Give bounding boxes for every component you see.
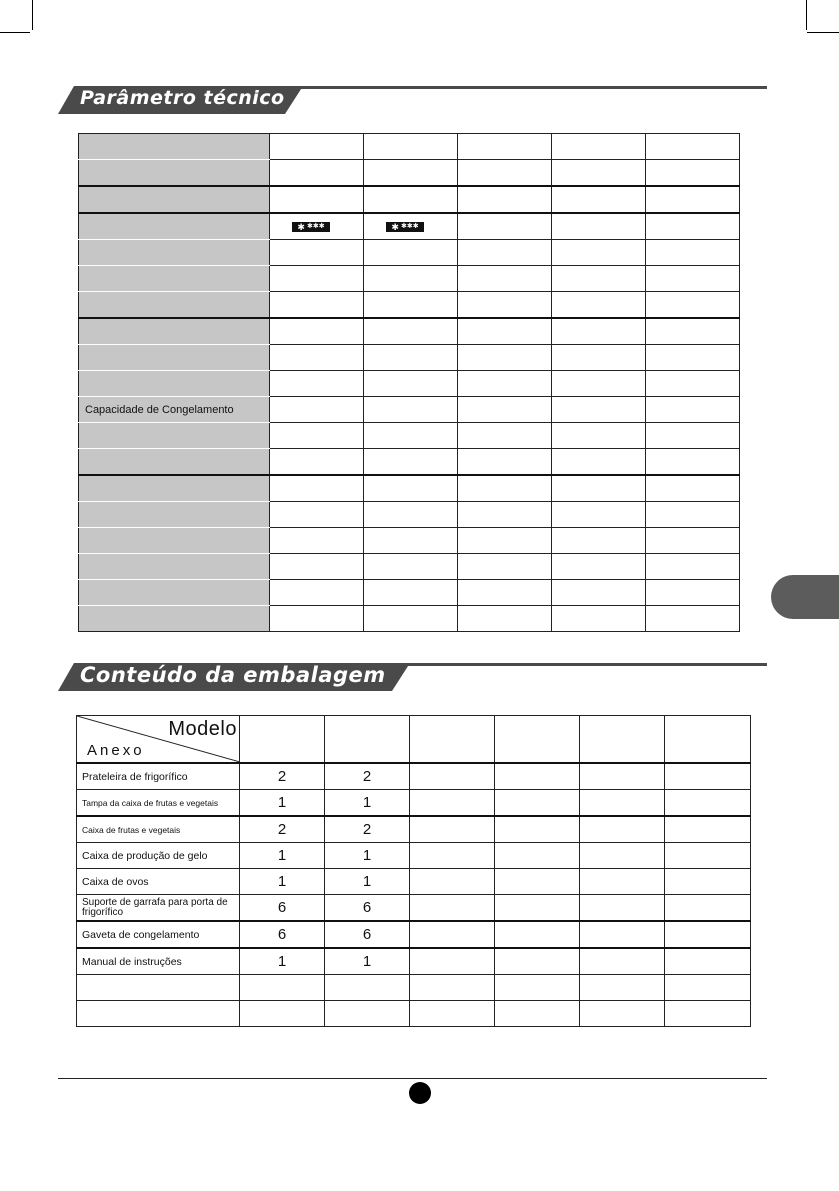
param-value	[364, 213, 458, 240]
param-value	[270, 475, 364, 502]
model-column-header	[495, 716, 580, 764]
contents-quantity	[410, 975, 495, 1001]
param-value	[646, 292, 740, 319]
contents-row	[77, 816, 751, 843]
param-value	[552, 213, 646, 240]
param-label: Capacidade de Congelamento	[79, 397, 270, 423]
param-value	[458, 528, 552, 554]
contents-quantity	[325, 975, 410, 1001]
param-value	[270, 528, 364, 554]
contents-quantity	[665, 1001, 751, 1027]
param-value	[646, 528, 740, 554]
model-column-header	[240, 716, 325, 764]
param-value	[552, 606, 646, 632]
param-value	[646, 423, 740, 449]
param-label	[79, 134, 270, 160]
param-label	[79, 345, 270, 371]
contents-quantity	[495, 763, 580, 790]
freezer-star-rating-icon: ✱ ✱✱✱	[292, 222, 330, 232]
contents-item-label: Suporte de garrafa para porta de frigorífico	[77, 895, 240, 922]
contents-quantity	[665, 790, 751, 817]
param-label	[79, 580, 270, 606]
contents-item-label: Prateleira de frigorífico	[77, 763, 240, 790]
contents-quantity	[410, 816, 495, 843]
section-title: Conteúdo da embalagem	[80, 663, 386, 687]
param-value	[364, 292, 458, 319]
param-value	[458, 134, 552, 160]
param-value	[364, 528, 458, 554]
param-value	[646, 213, 740, 240]
param-value	[458, 554, 552, 580]
param-value	[270, 134, 364, 160]
param-value	[646, 318, 740, 345]
param-value	[458, 160, 552, 187]
param-row	[79, 240, 740, 266]
param-row	[79, 528, 740, 554]
contents-quantity: 1	[240, 948, 325, 975]
param-row	[79, 580, 740, 606]
param-value	[646, 397, 740, 423]
contents-row	[77, 790, 751, 817]
param-value	[646, 606, 740, 632]
contents-quantity	[495, 948, 580, 975]
param-value	[364, 371, 458, 397]
contents-quantity: 6	[325, 921, 410, 948]
param-value	[552, 449, 646, 476]
footer-rule	[58, 1078, 767, 1079]
contents-quantity: 1	[325, 843, 410, 869]
param-value	[364, 266, 458, 292]
param-value	[552, 502, 646, 528]
param-value	[364, 134, 458, 160]
param-row	[79, 371, 740, 397]
param-value	[646, 186, 740, 213]
contents-quantity: 1	[240, 843, 325, 869]
contents-quantity	[580, 921, 665, 948]
param-value	[364, 397, 458, 423]
param-value	[458, 397, 552, 423]
contents-quantity	[410, 1001, 495, 1027]
chapter-side-tab	[771, 575, 839, 619]
contents-quantity	[495, 975, 580, 1001]
param-row	[79, 318, 740, 345]
param-label	[79, 292, 270, 319]
param-value	[458, 213, 552, 240]
model-header-label: Modelo	[168, 718, 237, 740]
param-value	[646, 475, 740, 502]
contents-quantity: 2	[325, 763, 410, 790]
param-label	[79, 449, 270, 476]
param-value	[552, 240, 646, 266]
contents-quantity	[580, 1001, 665, 1027]
param-value	[364, 186, 458, 213]
param-value	[552, 318, 646, 345]
contents-quantity	[495, 921, 580, 948]
contents-quantity	[495, 816, 580, 843]
contents-row	[77, 895, 751, 922]
param-value	[552, 475, 646, 502]
param-row	[79, 292, 740, 319]
param-value	[364, 502, 458, 528]
param-value	[458, 266, 552, 292]
annex-header-label: Anexo	[87, 742, 145, 759]
section-header-technical	[58, 86, 767, 114]
param-value	[458, 292, 552, 319]
contents-header-row	[77, 716, 751, 764]
contents-quantity: 1	[325, 869, 410, 895]
param-value	[646, 371, 740, 397]
param-value	[646, 160, 740, 187]
param-row	[79, 397, 740, 423]
contents-quantity	[580, 948, 665, 975]
model-annex-header-cell	[77, 716, 240, 764]
contents-quantity: 6	[325, 895, 410, 922]
contents-quantity: 6	[240, 895, 325, 922]
param-value	[552, 528, 646, 554]
contents-quantity	[580, 869, 665, 895]
param-value	[552, 371, 646, 397]
param-value	[364, 345, 458, 371]
param-label	[79, 423, 270, 449]
param-value	[552, 397, 646, 423]
param-value	[270, 240, 364, 266]
param-value	[270, 397, 364, 423]
param-row	[79, 345, 740, 371]
param-row	[79, 213, 740, 240]
param-row	[79, 423, 740, 449]
param-row	[79, 606, 740, 632]
param-row	[79, 502, 740, 528]
contents-item-label	[77, 1001, 240, 1027]
contents-quantity	[580, 975, 665, 1001]
param-row	[79, 449, 740, 476]
contents-row	[77, 843, 751, 869]
contents-quantity	[410, 895, 495, 922]
param-value	[458, 423, 552, 449]
param-label	[79, 371, 270, 397]
contents-item-label: Caixa de frutas e vegetais	[77, 816, 240, 843]
contents-item-label: Manual de instruções	[77, 948, 240, 975]
contents-quantity	[580, 763, 665, 790]
param-value	[270, 423, 364, 449]
param-value	[646, 134, 740, 160]
param-value	[458, 345, 552, 371]
contents-quantity	[495, 1001, 580, 1027]
param-row	[79, 134, 740, 160]
contents-quantity	[240, 1001, 325, 1027]
contents-quantity: 1	[240, 790, 325, 817]
param-value	[552, 423, 646, 449]
package-contents-table	[76, 715, 751, 1027]
contents-quantity	[410, 843, 495, 869]
crop-mark-top-left	[32, 0, 33, 30]
param-label	[79, 266, 270, 292]
freezer-star-rating-icon: ✱ ✱✱✱	[386, 222, 424, 232]
param-value	[552, 345, 646, 371]
contents-row	[77, 921, 751, 948]
param-row	[79, 186, 740, 213]
contents-item-label: Tampa da caixa de frutas e vegetais	[77, 790, 240, 817]
param-value	[458, 580, 552, 606]
section-header-contents	[58, 663, 767, 691]
contents-item-label	[77, 975, 240, 1001]
param-row	[79, 475, 740, 502]
param-value	[646, 266, 740, 292]
param-value	[646, 580, 740, 606]
section-header-rule	[400, 663, 767, 666]
contents-quantity	[495, 869, 580, 895]
model-column-header	[410, 716, 495, 764]
section-title: Parâmetro técnico	[80, 87, 285, 109]
param-value	[458, 318, 552, 345]
contents-quantity	[580, 843, 665, 869]
contents-quantity	[495, 790, 580, 817]
param-label	[79, 240, 270, 266]
param-value	[364, 160, 458, 187]
param-value	[646, 449, 740, 476]
contents-quantity: 2	[325, 816, 410, 843]
param-label	[79, 606, 270, 632]
contents-quantity	[495, 843, 580, 869]
contents-quantity	[665, 843, 751, 869]
contents-quantity	[580, 790, 665, 817]
contents-quantity	[410, 869, 495, 895]
contents-quantity	[580, 895, 665, 922]
param-value	[364, 423, 458, 449]
param-value	[270, 371, 364, 397]
param-value	[646, 554, 740, 580]
param-value	[458, 475, 552, 502]
param-value	[270, 606, 364, 632]
param-value	[646, 240, 740, 266]
param-value	[270, 580, 364, 606]
contents-quantity	[410, 948, 495, 975]
param-value	[552, 554, 646, 580]
param-label	[79, 160, 270, 187]
model-column-header	[665, 716, 751, 764]
param-label	[79, 528, 270, 554]
contents-row	[77, 1001, 751, 1027]
param-label	[79, 502, 270, 528]
param-value	[270, 266, 364, 292]
param-value	[552, 186, 646, 213]
param-value	[364, 449, 458, 476]
contents-quantity	[495, 895, 580, 922]
param-value	[270, 554, 364, 580]
contents-item-label: Caixa de produção de gelo	[77, 843, 240, 869]
contents-quantity	[665, 816, 751, 843]
contents-quantity	[665, 948, 751, 975]
param-label	[79, 554, 270, 580]
contents-row	[77, 869, 751, 895]
param-row	[79, 266, 740, 292]
param-value	[270, 213, 364, 240]
param-label	[79, 186, 270, 213]
param-value	[552, 160, 646, 187]
param-value	[364, 554, 458, 580]
param-label	[79, 475, 270, 502]
param-value	[364, 606, 458, 632]
param-value	[552, 292, 646, 319]
crop-mark-top-right	[807, 32, 839, 33]
param-value	[646, 502, 740, 528]
param-value	[458, 606, 552, 632]
param-value	[270, 186, 364, 213]
param-value	[552, 580, 646, 606]
param-value	[270, 292, 364, 319]
param-row	[79, 554, 740, 580]
contents-quantity	[665, 921, 751, 948]
contents-quantity	[410, 921, 495, 948]
crop-mark-top-right	[806, 0, 807, 30]
contents-quantity	[665, 975, 751, 1001]
contents-quantity	[325, 1001, 410, 1027]
model-column-header	[580, 716, 665, 764]
param-label	[79, 213, 270, 240]
param-value	[270, 160, 364, 187]
contents-quantity	[580, 816, 665, 843]
param-value	[270, 318, 364, 345]
param-value	[552, 266, 646, 292]
section-header-rule	[293, 86, 767, 89]
contents-quantity: 1	[325, 790, 410, 817]
model-column-header	[325, 716, 410, 764]
param-value	[364, 580, 458, 606]
contents-item-label: Caixa de ovos	[77, 869, 240, 895]
contents-quantity	[240, 975, 325, 1001]
param-value	[364, 318, 458, 345]
param-value	[646, 345, 740, 371]
param-value	[458, 240, 552, 266]
param-value	[458, 449, 552, 476]
param-value	[270, 502, 364, 528]
contents-row	[77, 948, 751, 975]
contents-quantity: 1	[240, 869, 325, 895]
param-value	[364, 240, 458, 266]
contents-quantity	[410, 790, 495, 817]
param-value	[270, 449, 364, 476]
contents-quantity	[665, 895, 751, 922]
param-row	[79, 160, 740, 187]
param-value	[458, 186, 552, 213]
contents-row	[77, 763, 751, 790]
page-number-dot	[409, 1082, 431, 1104]
contents-quantity	[410, 763, 495, 790]
crop-mark-top-left	[0, 32, 30, 33]
param-value	[458, 371, 552, 397]
contents-quantity: 2	[240, 816, 325, 843]
param-value	[552, 134, 646, 160]
param-value	[458, 502, 552, 528]
param-value	[364, 475, 458, 502]
param-value	[270, 345, 364, 371]
contents-quantity	[665, 763, 751, 790]
contents-quantity	[665, 869, 751, 895]
param-label	[79, 318, 270, 345]
contents-quantity: 6	[240, 921, 325, 948]
technical-parameters-table	[78, 133, 740, 632]
contents-item-label: Gaveta de congelamento	[77, 921, 240, 948]
contents-quantity: 2	[240, 763, 325, 790]
contents-quantity: 1	[325, 948, 410, 975]
contents-row	[77, 975, 751, 1001]
